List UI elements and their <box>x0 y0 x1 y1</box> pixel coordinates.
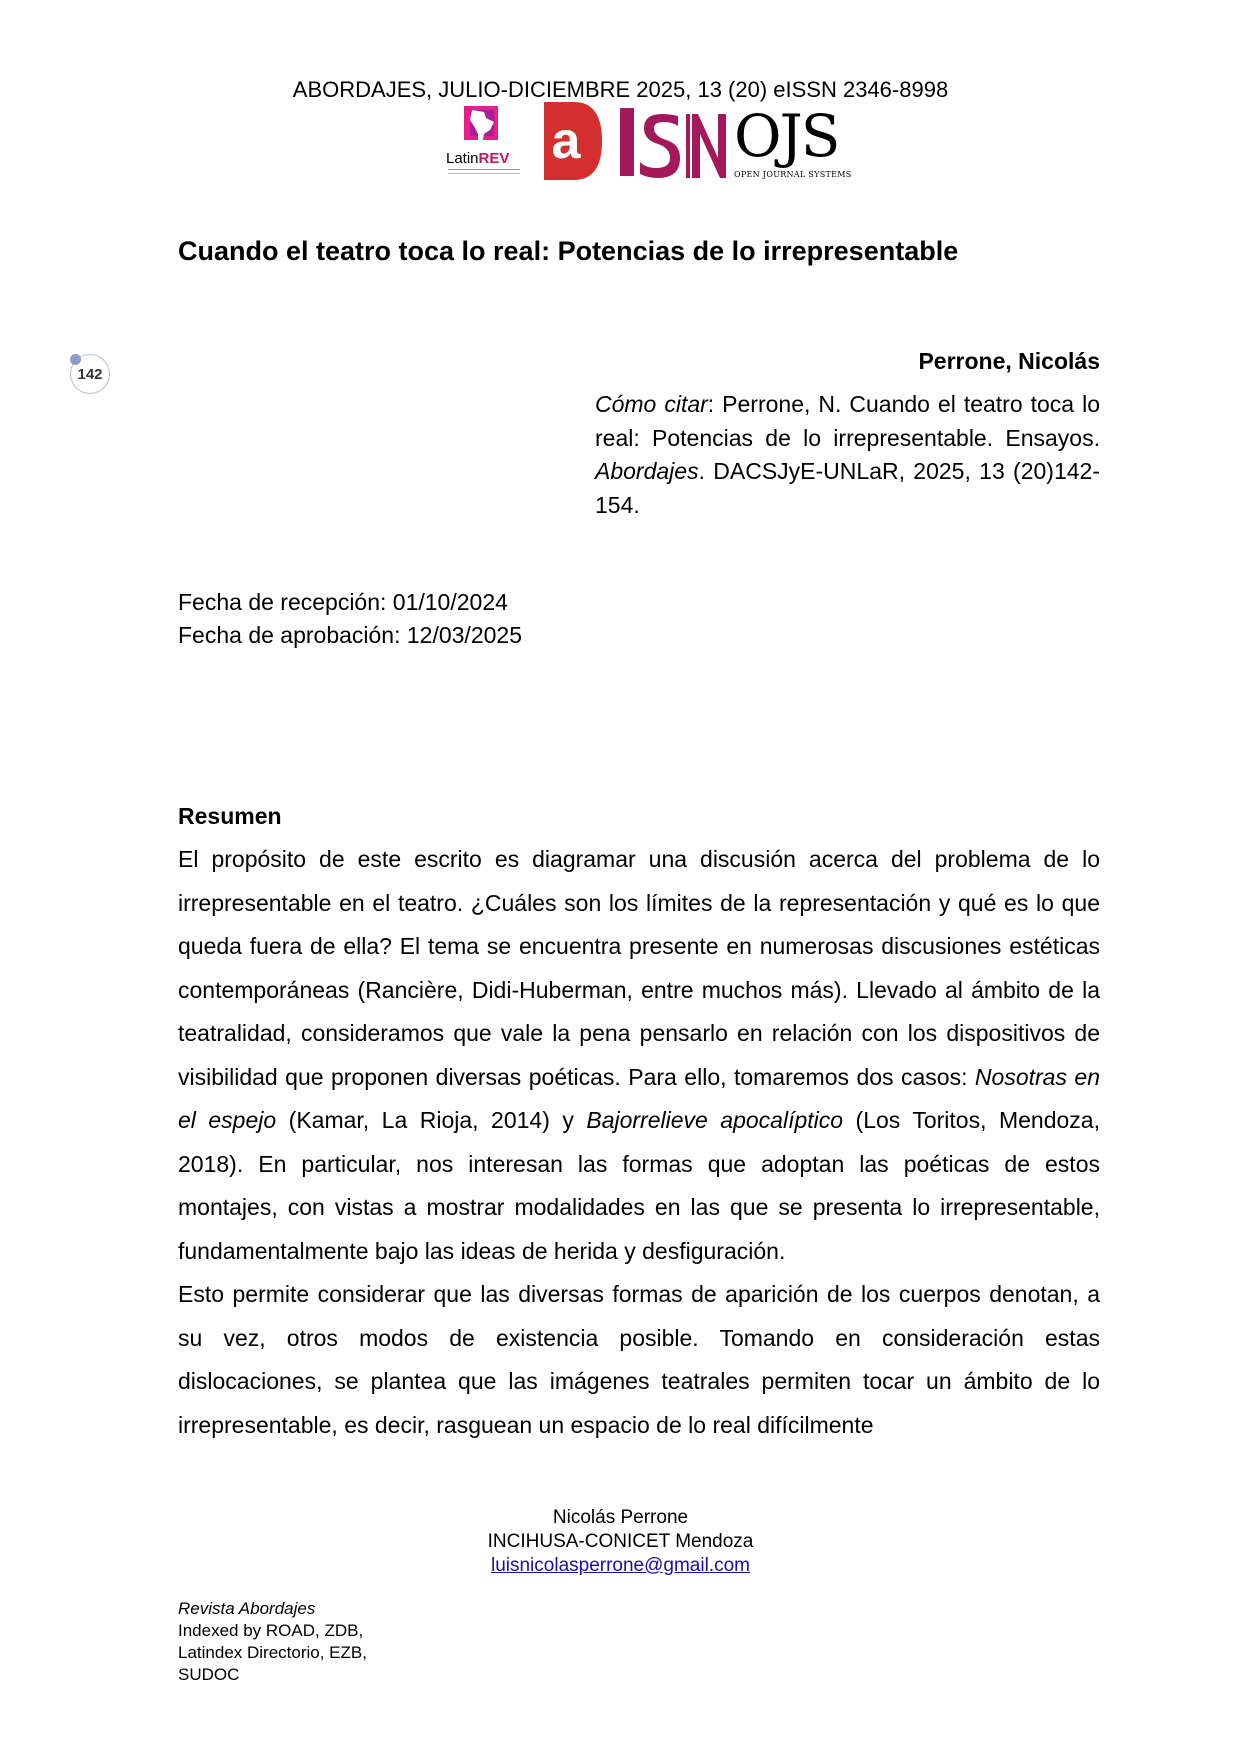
latinrev-wordmark: LatinREV <box>446 150 510 167</box>
author-footer <box>0 1506 1241 1578</box>
citation-journal: Abordajes <box>595 458 699 484</box>
citation-block <box>595 388 1100 522</box>
latinrev-logo[interactable] <box>446 106 524 178</box>
issn-logo[interactable] <box>618 106 728 178</box>
citation-text-2: . DACSJyE-UNLaR, 2025, 13 (20)142-154. <box>595 458 1100 518</box>
indexed-line-1: Indexed by ROAD, ZDB, <box>178 1621 364 1640</box>
ojs-wordmark: OJS <box>734 102 839 170</box>
received-date: Fecha de recepción: 01/10/2024 <box>178 589 508 615</box>
work-title-nosotras: Nosotras en el espejo <box>178 1063 1100 1133</box>
logo-strip <box>446 100 852 184</box>
abstract-heading: Resumen <box>178 803 282 829</box>
footer-affiliation: INCIHUSA-CONICET Mendoza <box>487 1531 754 1552</box>
approved-date: Fecha de aprobación: 12/03/2025 <box>178 622 522 648</box>
latin-america-map-icon <box>464 106 498 146</box>
ojs-logo[interactable] <box>732 102 852 184</box>
dates-block <box>178 586 522 652</box>
abstract-body <box>178 838 1100 1447</box>
journal-header-line: ABORDAJES, JULIO-DICIEMBRE 2025, 13 (20) eISSN 2346-8998 <box>292 77 949 102</box>
page-badge-dot-icon <box>70 354 81 365</box>
indexed-line-2: Latindex Directorio, EZB, <box>178 1643 367 1662</box>
indexed-line-3: SUDOC <box>178 1665 240 1684</box>
ojs-subtitle: OPEN JOURNAL SYSTEMS <box>734 170 852 179</box>
article-title: Cuando el teatro toca lo real: Potencias de lo irrepresentable <box>178 236 959 266</box>
journal-name: Revista Abordajes <box>178 1599 316 1618</box>
svg-text:a: a <box>551 112 581 170</box>
abstract-paragraph-2: Esto permite considerar que las diversas formas de aparición de los cuerpos denotan, a su vez, otros modos de existencia posible. Tomando en consideración estas dislocaciones, se plantea que las imágenes teatrales permiten tocar un ámbito de lo irrepresentable, es decir, rasguean un espacio de lo real difícilmente <box>178 1281 1100 1438</box>
citation-text-1: : Perrone, N. Cuando el teatro toca lo real: Potencias de lo irrepresentable. Ensayos. <box>595 391 1100 451</box>
work-title-bajorrelieve: Bajorrelieve apocalíptico <box>586 1107 844 1133</box>
journal-indexing-footer <box>178 1598 367 1686</box>
abstract-paragraph-1: El propósito de este escrito es diagramar una discusión acerca del problema de lo irrepresentable en el teatro. ¿Cuáles son los límites de la representación y qué es lo que queda fuera de ella? El tema se encuentra presente en numerosas discusiones estéticas contemporáneas (Rancière, Didi-Huberman, entre muchos más). Llevado al ámbito de la teatralidad, consideramos que vale la pena pensarlo en relación con los dispositivos de visibilidad que proponen diversas poéticas. Para ello, tomaremos dos casos: Nosotras en el espejo (Kamar, La Rioja, 2014) y Bajorrelieve apocalíptico (Los Toritos, Mendoza, 2018). En particular, nos interesan las formas que adoptan las poéticas de estos montajes, con vistas a mostrar modalidades en las que se presenta lo irrepresentable, fundamentalmente bajo las ideas de herida y desfiguración. <box>178 846 1100 1264</box>
citation-label: Cómo citar <box>595 391 708 417</box>
page-number-badge: 142 <box>70 354 110 394</box>
author-name: Perrone, Nicolás <box>918 348 1100 374</box>
footer-author-name: Nicolás Perrone <box>552 1507 689 1528</box>
abordajes-a-logo[interactable] <box>544 102 602 180</box>
latinrev-fine-print <box>448 169 520 174</box>
author-email-link[interactable]: luisnicolasperrone@gmail.com <box>490 1555 750 1576</box>
